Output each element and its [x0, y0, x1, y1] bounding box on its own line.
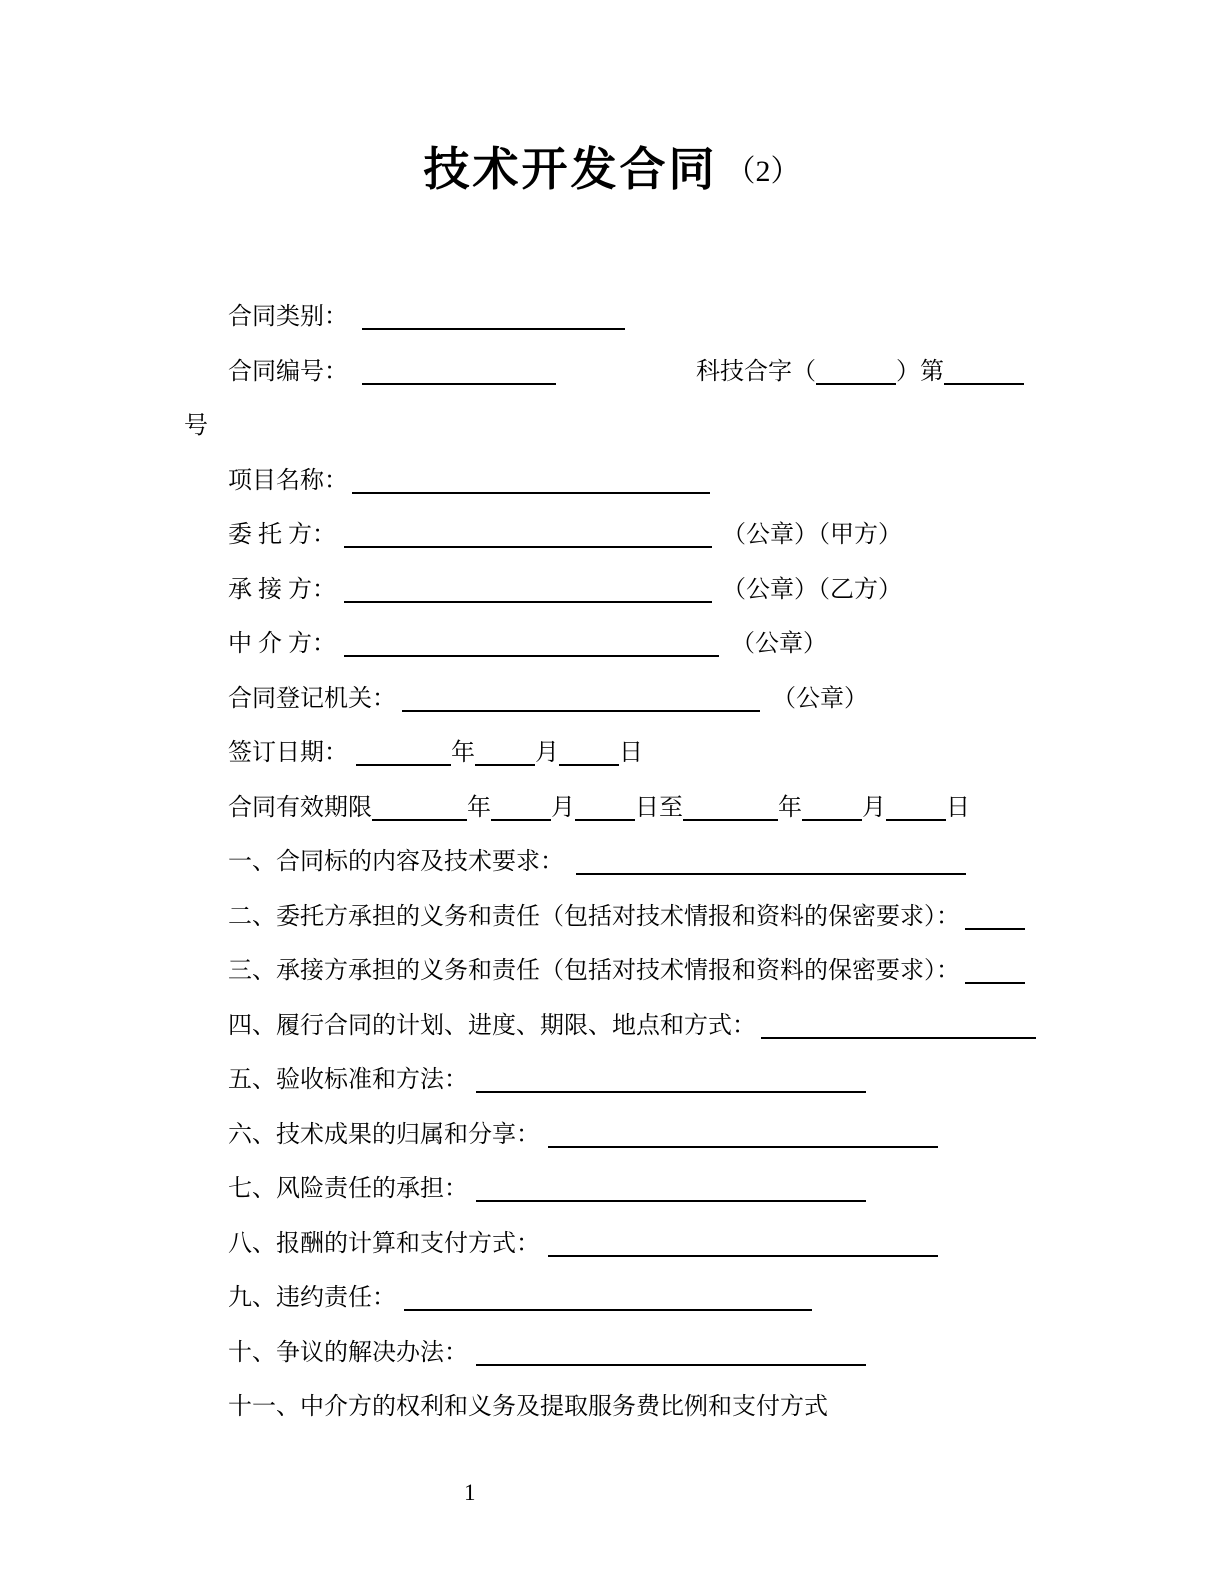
text-segment: 日 — [946, 794, 970, 821]
blank-fill-field — [548, 1146, 938, 1148]
blank-fill-field — [576, 873, 966, 875]
text-segment: 科技合字（ — [696, 358, 816, 385]
text-segment: 合同类别： — [228, 304, 348, 330]
clause-11-line — [0, 1380, 1224, 1435]
signing-date-line — [0, 726, 1224, 781]
document-title-suffix: （2） — [725, 155, 801, 188]
undertaking-party-line — [0, 563, 1224, 618]
spacing-gap — [336, 541, 344, 542]
blank-fill-field — [344, 655, 719, 657]
text-segment: （公章） — [731, 631, 827, 657]
spacing-gap — [348, 323, 362, 324]
spacing-gap — [760, 705, 772, 706]
text-segment: 三、承接方承担的义务和责任（包括对技术情报和资料的保密要求）： — [228, 958, 960, 984]
blank-fill-field — [761, 1037, 1036, 1039]
text-segment: 七、风险责任的承担： — [228, 1176, 468, 1202]
clause-8-line — [0, 1217, 1224, 1272]
text-segment: 月 — [535, 740, 559, 766]
text-segment: 号 — [184, 413, 208, 439]
blank-fill-field — [344, 546, 712, 548]
blank-fill-field — [402, 710, 760, 712]
blank-fill-field — [475, 764, 535, 766]
text-segment: 委 托 方： — [228, 522, 336, 548]
text-segment: 八、报酬的计算和支付方式： — [228, 1230, 540, 1257]
registration-authority-line — [0, 672, 1224, 727]
spacing-gap — [468, 1359, 476, 1360]
blank-fill-field — [404, 1309, 812, 1311]
spacing-gap — [960, 923, 965, 924]
text-segment: （公章）（甲方） — [722, 522, 902, 548]
spacing-gap — [564, 868, 576, 869]
spacing-gap — [556, 378, 696, 379]
blank-fill-field — [965, 928, 1025, 930]
blank-fill-field — [476, 1364, 866, 1366]
page-number: 1 — [464, 1480, 476, 1505]
spacing-gap — [336, 596, 344, 597]
text-segment: （公章） — [772, 685, 868, 712]
text-segment: 日至 — [635, 794, 683, 821]
spacing-gap — [540, 1250, 548, 1251]
blank-fill-field — [372, 819, 467, 821]
spacing-gap — [468, 1086, 476, 1087]
project-name-line — [0, 454, 1224, 509]
blank-fill-field — [683, 819, 778, 821]
text-segment: （公章）（乙方） — [722, 576, 902, 603]
text-segment: 五、验收标准和方法： — [228, 1067, 468, 1093]
clause-4-line — [0, 999, 1224, 1054]
blank-fill-field — [965, 982, 1025, 984]
entrusting-party-line — [0, 508, 1224, 563]
text-segment: 二、委托方承担的义务和责任（包括对技术情报和资料的保密要求）： — [228, 903, 960, 930]
text-segment: 年 — [778, 794, 802, 821]
blank-fill-field — [491, 819, 551, 821]
spacing-gap — [468, 1195, 476, 1196]
blank-fill-field — [352, 492, 710, 494]
spacing-gap — [756, 1032, 761, 1033]
blank-fill-field — [476, 1200, 866, 1202]
blank-fill-field — [344, 601, 712, 603]
blank-fill-field — [476, 1091, 866, 1093]
clause-10-line — [0, 1326, 1224, 1381]
blank-fill-field — [356, 764, 451, 766]
clause-7-line — [0, 1162, 1224, 1217]
text-segment: 九、违约责任： — [228, 1285, 396, 1311]
text-segment: 项目名称： — [228, 467, 348, 494]
text-segment: 签订日期： — [228, 740, 348, 766]
text-segment: 十一、中介方的权利和义务及提取服务费比例和支付方式 — [228, 1394, 828, 1420]
spacing-gap — [348, 487, 352, 488]
contract-number-wrap-line — [0, 399, 1224, 454]
validity-period-line — [0, 781, 1224, 836]
text-segment: 四、履行合同的计划、进度、期限、地点和方式： — [228, 1012, 756, 1039]
text-segment: 年 — [451, 740, 475, 766]
text-segment: 中 介 方： — [228, 631, 336, 657]
blank-fill-field — [886, 819, 946, 821]
text-segment: 月 — [862, 794, 886, 821]
spacing-gap — [712, 596, 722, 597]
clause-2-line — [0, 890, 1224, 945]
text-segment: 承 接 方： — [228, 576, 336, 603]
clause-9-line — [0, 1271, 1224, 1326]
spacing-gap — [336, 650, 344, 651]
contract-number-line — [0, 345, 1224, 400]
text-segment: 合同有效期限 — [228, 794, 372, 821]
blank-fill-field — [575, 819, 635, 821]
spacing-gap — [712, 541, 722, 542]
clause-6-line — [0, 1108, 1224, 1163]
text-segment: 月 — [551, 794, 575, 821]
blank-fill-field — [559, 764, 619, 766]
blank-fill-field — [548, 1255, 938, 1257]
text-segment: 年 — [467, 794, 491, 821]
clause-1-line — [0, 835, 1224, 890]
blank-fill-field — [362, 383, 556, 385]
spacing-gap — [396, 705, 402, 706]
text-segment: 日 — [619, 740, 643, 766]
clause-3-line — [0, 944, 1224, 999]
text-segment: 合同编号： — [228, 358, 348, 385]
blank-fill-field — [362, 328, 625, 330]
spacing-gap — [348, 378, 362, 379]
document-title — [0, 140, 1224, 203]
spacing-gap — [719, 650, 731, 651]
blank-fill-field — [944, 383, 1024, 385]
spacing-gap — [540, 1141, 548, 1142]
spacing-gap — [960, 977, 965, 978]
text-segment: 十、争议的解决办法： — [228, 1339, 468, 1366]
spacing-gap — [396, 1304, 404, 1305]
intermediary-party-line — [0, 617, 1224, 672]
document-title-text: 技术开发合同 — [423, 142, 718, 196]
text-segment: 六、技术成果的归属和分享： — [228, 1121, 540, 1148]
text-segment: 一、合同标的内容及技术要求： — [228, 849, 564, 875]
blank-fill-field — [816, 383, 896, 385]
text-segment: 合同登记机关： — [228, 685, 396, 712]
blank-fill-field — [802, 819, 862, 821]
document-body — [0, 290, 1224, 1435]
spacing-gap — [348, 759, 356, 760]
contract-category-line — [0, 290, 1224, 345]
text-segment: ）第 — [896, 358, 944, 385]
clause-5-line — [0, 1053, 1224, 1108]
